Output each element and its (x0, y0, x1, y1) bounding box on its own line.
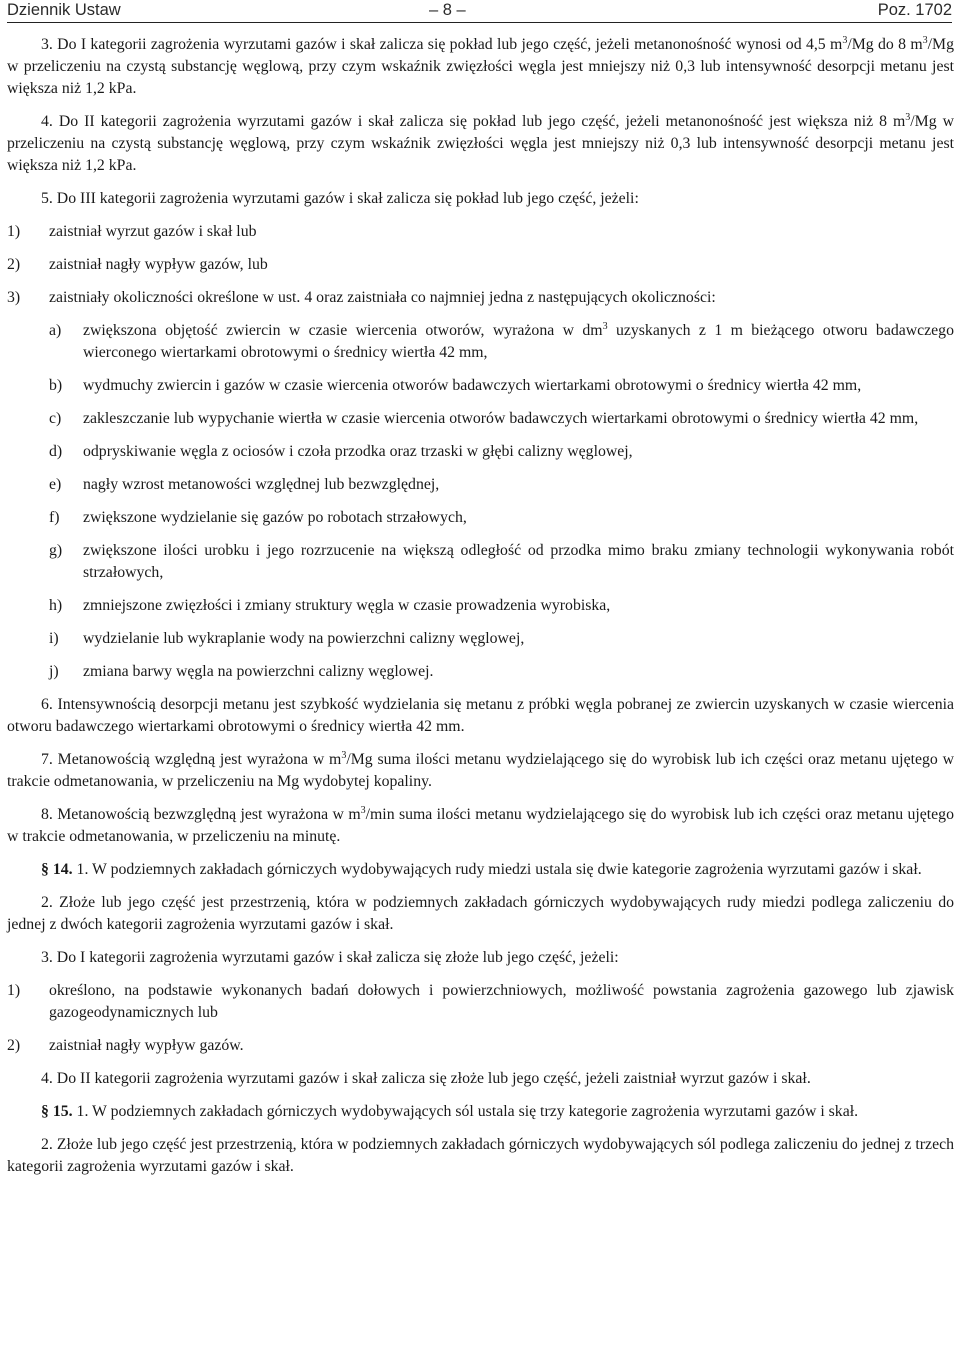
list-item: 3) zaistniały okoliczności określone w ust. 4 oraz zaistniała co najmniej jedna z następujących okoliczności: (7, 289, 716, 306)
list-item: 2) zaistniał nagły wypływ gazów, lub (7, 256, 268, 273)
sub-item: j) zmiana barwy węgla na powierzchni calizny węglowej. (49, 663, 434, 680)
sub-item: e) nagły wzrost metanowości względnej lub bezwzględnej, (49, 476, 440, 493)
sub-item: d) odpryskiwanie węgla z ociosów i czoła przodka oraz trzaski w głębi calizny węglowej, (49, 443, 633, 460)
section-15-paragraph-2: 2. Złoże lub jego część jest przestrzenią, która w podziemnych zakładach górniczych wydobywających sól podlega zaliczeniu do jednej z trzech kategorii zagrożenia wyrzutami gazów i skał. (7, 1136, 954, 1175)
sub-item: c) zakleszczanie lub wypychanie wiertła w czasie wiercenia otworów badawczych wiertarkami obrotowymi o średnicy wiertła 42 mm, (49, 410, 919, 427)
section-15-paragraph-1: § 15. 1. W podziemnych zakładach górniczych wydobywających sól ustala się trzy kategorie zagrożenia wyrzutami gazów i skał. (41, 1103, 859, 1120)
sub-item: g) zwiększone ilości urobku i jego rozrzucenie na większą odległość od przodka mimo braku zmiany technologii wykonywania robót strzałowych, (49, 542, 954, 581)
list-item: 1) zaistniał wyrzut gazów i skał lub (7, 223, 257, 240)
paragraph-5: 5. Do III kategorii zagrożenia wyrzutami gazów i skał zalicza się pokład lub jego część, jeżeli: (41, 190, 639, 207)
section-14-paragraph-3: 3. Do I kategorii zagrożenia wyrzutami gazów i skał zalicza się złoże lub jego część, jeżeli: (41, 949, 619, 966)
page-header (7, 0, 952, 23)
paragraph-7: 7. Metanowością względną jest wyrażona w $m^3/Mg$ suma ilości metanu wydzielającego się do wyrobisk lub ich części oraz metanu ujętego w trakcie odmetanowania, w przeliczeniu na Mg wydobytej kopaliny. (7, 750, 954, 790)
section-14-paragraph-4: 4. Do II kategorii zagrożenia wyrzutami gazów i skał zalicza się złoże lub jego część, jeżeli zaistniał wyrzut gazów i skał. (41, 1070, 811, 1087)
sub-item: b) wydmuchy zwiercin i gazów w czasie wiercenia otworów badawczych wiertarkami obrotowymi o średnicy wiertła 42 mm, (49, 377, 862, 394)
section-14-paragraph-1: § 14. 1. W podziemnych zakładach górniczych wydobywających rudy miedzi ustala się dwie kategorie zagrożenia wyrzutami gazów i skał. (41, 861, 922, 878)
journal-title: Dziennik Ustaw (7, 1, 121, 19)
section-14-paragraph-2: 2. Złoże lub jego część jest przestrzenią, która w podziemnych zakładach górniczych wydobywających rudy miedzi podlega zaliczeniu do jednej z dwóch kategorii zagrożenia wyrzutami gazów i skał. (7, 894, 954, 933)
sub-item: f) zwiększone wydzielanie się gazów po robotach strzałowych, (49, 509, 467, 526)
position-number: Poz. 1702 (877, 1, 952, 19)
section-14-number: § 14. (41, 861, 73, 878)
document-body (7, 34, 954, 1189)
list-item: 1) określono, na podstawie wykonanych badań dołowych i powierzchniowych, możliwość powstania zagrożenia gazowego lub zjawisk gazogeodynamicznych lub (7, 982, 954, 1021)
paragraph-4: 4. Do II kategorii zagrożenia wyrzutami gazów i skał zalicza się pokład lub jego część, jeżeli metanonośność jest większa niż 8 $m^3/Mg$ w przeliczeniu na czystą substancję węglową, przy czym wskaźnik zwięzłości węgla jest mniejszy niż 0,3 lub intensywność desorpcji metanu jest większa niż 1,2 kPa. (7, 112, 954, 174)
sub-item: h) zmniejszone zwięzłości i zmiany struktury węgla w czasie prowadzenia wyrobiska, (49, 597, 611, 614)
paragraph-6: 6. Intensywnością desorpcji metanu jest szybkość wydzielania się metanu z próbki węgla pobranej ze zwiercin uzyskanych w czasie wiercenia otworu badawczego wiertarkami obrotowymi o średnicy wiertła 42 mm. (7, 696, 954, 735)
sub-item: a) zwiększona objętość zwiercin w czasie wiercenia otworów, wyrażona w $dm^3$ uzyskanych z 1 m bieżącego otworu badawczego wierconego wiertarkami obrotowymi o średnicy wiertła 42 mm, (49, 321, 954, 361)
paragraph-8: 8. Metanowością bezwzględną jest wyrażona w $m^3/\min$ suma ilości metanu wydzielającego się do wyrobisk lub ich części oraz metanu ujętego w trakcie odmetanowania, w przeliczeniu na minutę. (7, 805, 954, 845)
page-number: – 8 – (429, 1, 466, 19)
sub-item: i) wydzielanie lub wykraplanie wody na powierzchni calizny węglowej, (49, 630, 525, 647)
list-item: 2) zaistniał nagły wypływ gazów. (7, 1037, 244, 1054)
section-15-number: § 15. (41, 1103, 73, 1120)
paragraph-3: 3. Do I kategorii zagrożenia wyrzutami gazów i skał zalicza się pokład lub jego część, jeżeli metanonośność wynosi od 4,5 $m^3/Mg$ do 8 $m^3/Mg$ w przeliczeniu na czystą substancję węglową, przy czym wskaźnik zwięzłości węgla jest mniejszy niż 0,3 lub intensywność desorpcji metanu jest większa niż 1,2 kPa. (7, 35, 955, 97)
